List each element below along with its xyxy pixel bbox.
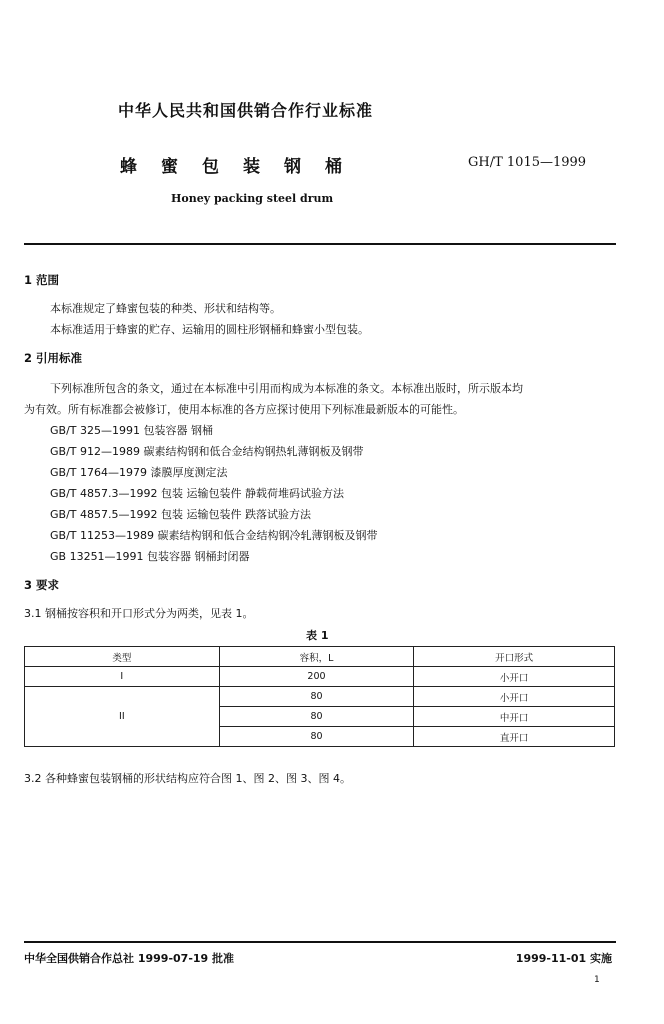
table-cell: 200 [219, 667, 414, 687]
reference-item: GB/T 4857.5—1992 包装 运输包装件 跌落试验方法 [50, 508, 311, 521]
table-cell: 80 [219, 687, 414, 707]
table-cell: 小开口 [414, 667, 615, 687]
table-cell: 小开口 [414, 687, 615, 707]
table-cell: II [25, 687, 220, 747]
drum-type-table [24, 646, 615, 747]
table-cell: 直开口 [414, 727, 615, 747]
paragraph: 为有效。所有标准都会被修订，使用本标准的各方应探讨使用下列标准最新版本的可能性。 [24, 403, 464, 416]
reference-item: GB/T 325—1991 包装容器 钢桶 [50, 424, 213, 437]
reference-item: GB/T 4857.3—1992 包装 运输包装件 静载荷堆码试验方法 [50, 487, 344, 500]
reference-item: GB/T 912—1989 碳素结构钢和低合金结构钢热轧薄钢板及钢带 [50, 445, 364, 458]
section-heading: 1 范围 [24, 273, 60, 287]
table-caption: 表 1 [306, 629, 329, 642]
reference-item: GB/T 1764—1979 漆膜厚度测定法 [50, 466, 228, 479]
footer-divider [24, 941, 616, 943]
english-title: Honey packing steel drum [171, 192, 334, 205]
table-cell: 中开口 [414, 707, 615, 727]
reference-item: GB/T 11253—1989 碳素结构钢和低合金结构钢冷轧薄钢板及钢带 [50, 529, 378, 542]
paragraph: 3.2 各种蜂蜜包装钢桶的形状结构应符合图 1、图 2、图 3、图 4。 [24, 772, 351, 785]
table-header-row [25, 647, 615, 667]
table-row [25, 687, 615, 707]
table-cell: I [25, 667, 220, 687]
section-heading: 2 引用标准 [24, 351, 83, 365]
paragraph: 下列标准所包含的条文，通过在本标准中引用而构成为本标准的条文。本标准出版时，所示版本均 [50, 382, 523, 395]
header-divider [24, 243, 616, 245]
table-row [25, 667, 615, 687]
reference-item: GB 13251—1991 包装容器 钢桶封闭器 [50, 550, 250, 563]
standard-code: GH/T 1015—1999 [468, 155, 587, 170]
paragraph: 本标准规定了蜂蜜包装的种类、形状和结构等。 [50, 302, 281, 315]
section-heading: 3 要求 [24, 578, 60, 592]
table-header: 开口形式 [414, 647, 615, 667]
organization-title: 中华人民共和国供销合作行业标准 [118, 101, 374, 120]
implementation-date: 1999-11-01 实施 [515, 952, 612, 965]
document-title: 蜂蜜包装钢桶 [120, 157, 366, 177]
page-number: 1 [594, 975, 600, 985]
approval-date: 中华全国供销合作总社 1999-07-19 批准 [24, 952, 235, 965]
table-header: 容积，L [219, 647, 414, 667]
table-cell: 80 [219, 727, 414, 747]
table-header: 类型 [25, 647, 220, 667]
table-cell: 80 [219, 707, 414, 727]
paragraph: 3.1 钢桶按容积和开口形式分为两类，见表 1。 [24, 607, 254, 620]
paragraph: 本标准适用于蜂蜜的贮存、运输用的圆柱形钢桶和蜂蜜小型包装。 [50, 323, 369, 336]
